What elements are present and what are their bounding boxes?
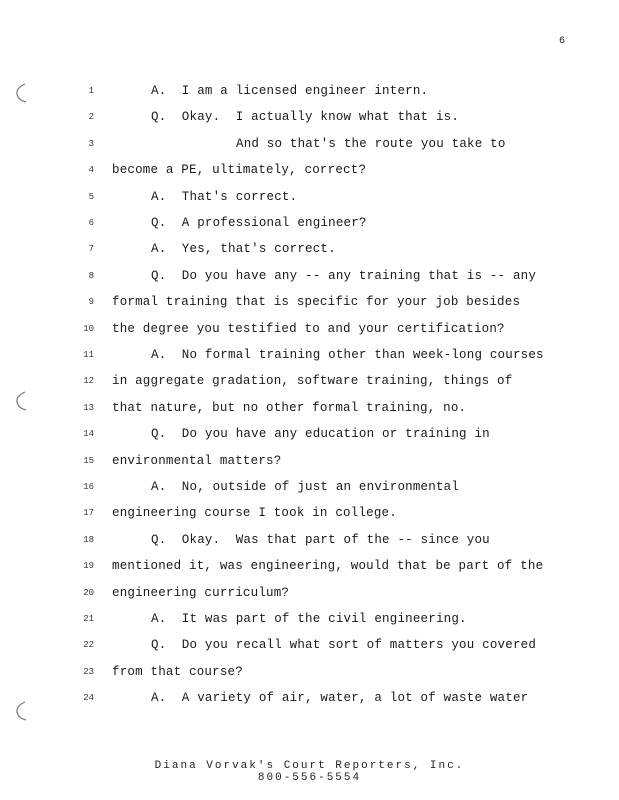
transcript-line: become a PE, ultimately, correct? — [112, 163, 367, 178]
transcript-line: Q. Okay. I actually know what that is. — [151, 110, 460, 125]
line-number: 7 — [88, 244, 94, 255]
line-number: 13 — [83, 402, 94, 413]
line-number: 14 — [83, 429, 94, 440]
transcript-line: A. Yes, that's correct. — [151, 242, 336, 257]
line-number: 18 — [83, 534, 94, 545]
line-number: 12 — [83, 376, 94, 387]
binder-hole-mark — [14, 390, 28, 412]
line-number: 4 — [88, 165, 94, 176]
transcript-line: engineering curriculum? — [112, 585, 290, 600]
line-number: 17 — [83, 508, 94, 519]
line-number: 9 — [88, 297, 94, 308]
transcript-line: from that course? — [112, 664, 243, 679]
transcript-line: environmental matters? — [112, 453, 282, 468]
line-number: 10 — [83, 323, 94, 334]
line-number: 2 — [88, 112, 94, 123]
transcript-line: engineering course I took in college. — [112, 506, 397, 521]
footer-phone: 800-556-5554 — [257, 772, 362, 784]
transcript-line: Q. Do you have any education or training in — [151, 427, 490, 442]
line-number: 16 — [83, 482, 94, 492]
line-number: 3 — [88, 138, 94, 149]
line-number: 22 — [83, 640, 94, 651]
transcript-line: A. No formal training other than week-long courses — [151, 348, 544, 362]
footer-reporter: Diana Vorvak's Court Reporters, Inc. — [154, 760, 465, 772]
transcript-line: A. No, outside of just an environmental — [151, 480, 460, 494]
line-number: 1 — [88, 86, 94, 96]
binder-hole-mark — [14, 700, 28, 722]
line-number: 19 — [83, 561, 94, 572]
transcript-line: formal training that is specific for your job besides — [112, 295, 521, 310]
transcript-line: mentioned it, was engineering, would that be part of the — [112, 559, 544, 574]
line-number: 15 — [83, 455, 94, 466]
line-number: 5 — [88, 191, 94, 202]
transcript-line: Q. Do you recall what sort of matters you covered — [151, 638, 537, 653]
line-number: 23 — [83, 666, 94, 677]
line-number: 8 — [88, 270, 94, 281]
transcript-line: Q. A professional engineer? — [151, 216, 367, 230]
transcript-line: the degree you testified to and your certification? — [112, 321, 505, 336]
binder-hole-mark — [14, 82, 28, 104]
transcript-line: A. A variety of air, water, a lot of waste water — [151, 691, 529, 706]
transcript-line: A. I am a licensed engineer intern. — [151, 84, 429, 98]
line-number: 6 — [88, 218, 94, 228]
transcript-line: And so that's the route you take to — [236, 136, 506, 151]
transcript-line: Q. Do you have any -- any training that is -- any — [151, 268, 537, 283]
transcript-line: A. That's correct. — [151, 189, 298, 204]
transcript-line: Q. Okay. Was that part of the -- since you — [151, 532, 490, 547]
line-number: 11 — [83, 350, 94, 360]
line-number: 21 — [83, 614, 94, 624]
line-number: 24 — [83, 693, 94, 704]
transcript-line: in aggregate gradation, software training, things of — [112, 374, 513, 389]
page-number: 6 — [559, 36, 566, 47]
line-number: 20 — [83, 587, 94, 598]
transcript-line: A. It was part of the civil engineering. — [151, 612, 467, 626]
transcript-line: that nature, but no other formal training, no. — [112, 400, 467, 415]
